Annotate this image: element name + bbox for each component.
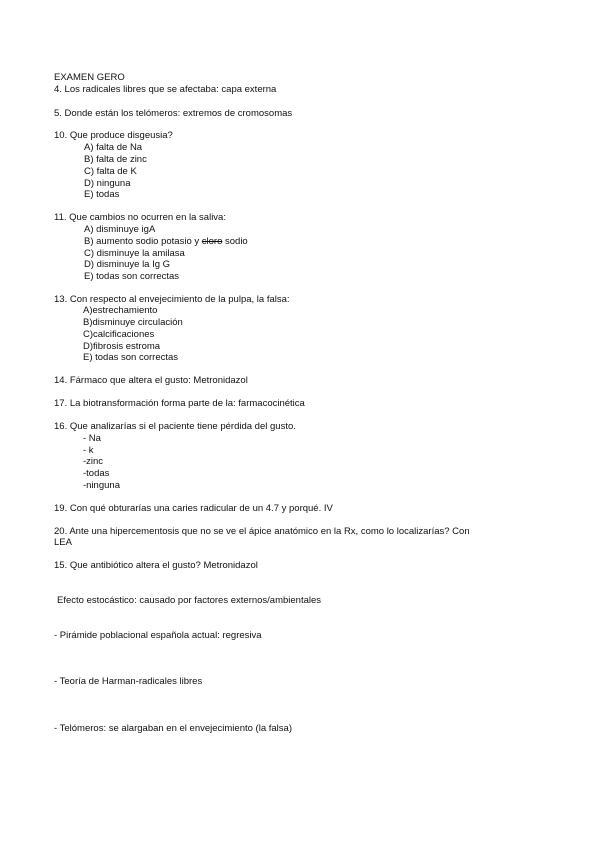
- q13-option-d: D)fibrosis estroma: [83, 341, 161, 352]
- question-15: 15. Que antibiótico altera el gusto? Metronidazol: [54, 560, 258, 571]
- question-20-line-2: LEA: [54, 537, 72, 548]
- note-piramide-poblacional: - Pirámide poblacional española actual: regresiva: [54, 630, 262, 641]
- question-17: 17. La biotransformación forma parte de la: farmacocinética: [54, 398, 305, 409]
- q10-option-d: D) ninguna: [84, 178, 131, 189]
- q11-option-b: [84, 236, 248, 247]
- q16-option-k: - k: [83, 445, 94, 456]
- question-19: 19. Con qué obturarías una caries radicular de un 4.7 y porqué. IV: [54, 503, 333, 514]
- q11-option-b-struck: cloro: [201, 236, 223, 247]
- exam-title: EXAMEN GERO: [54, 72, 125, 83]
- question-14: 14. Fármaco que altera el gusto: Metronidazol: [54, 375, 248, 386]
- q11-option-d: D) disminuye la Ig G: [84, 259, 171, 270]
- question-20-line-1: 20. Ante una hipercementosis que no se ve el ápice anatómico en la Rx, como lo localizarías? Con: [54, 526, 470, 537]
- q10-option-e: E) todas: [84, 189, 120, 200]
- question-16: 16. Que analizarías si el paciente tiene pérdida del gusto.: [54, 421, 296, 432]
- q11-option-a: A) disminuye igA: [84, 224, 156, 235]
- q10-option-c: C) falta de K: [84, 166, 137, 177]
- q11-option-b-start: B) aumento sodio potasio y: [84, 236, 200, 247]
- q16-option-ninguna: -ninguna: [83, 480, 120, 491]
- q11-option-b-end: sodio: [225, 236, 248, 247]
- q11-option-e: E) todas son correctas: [84, 271, 180, 282]
- q16-option-todas: -todas: [83, 468, 110, 479]
- note-teoria-harman: - Teoría de Harman-radicales libres: [54, 676, 203, 687]
- q13-option-c: C)calcificaciones: [83, 329, 155, 340]
- q10-option-b: B) falta de zinc: [84, 154, 147, 165]
- q16-option-zinc: -zinc: [83, 456, 104, 467]
- q16-option-na: - Na: [83, 433, 101, 444]
- note-efecto-estocastico: Efecto estocástico: causado por factores externos/ambientales: [57, 595, 322, 606]
- question-5: 5. Donde están los telómeros: extremos de cromosomas: [54, 108, 293, 119]
- q11-option-c: C) disminuye la amilasa: [84, 248, 185, 259]
- q13-option-b: B)disminuye circulación: [83, 317, 183, 328]
- note-telomeros: - Telómeros: se alargaban en el envejecimiento (la falsa): [54, 723, 292, 734]
- question-13: 13. Con respecto al envejecimiento de la pulpa, la falsa:: [54, 294, 290, 305]
- q10-option-a: A) falta de Na: [84, 142, 143, 153]
- question-4: 4. Los radicales libres que se afectaba: capa externa: [54, 84, 277, 95]
- question-10: 10. Que produce disgeusia?: [54, 130, 173, 141]
- q13-option-a: A)estrechamiento: [83, 305, 158, 316]
- q13-option-e: E) todas son correctas: [83, 352, 179, 363]
- question-11: 11. Que cambios no ocurren en la saliva:: [54, 212, 226, 223]
